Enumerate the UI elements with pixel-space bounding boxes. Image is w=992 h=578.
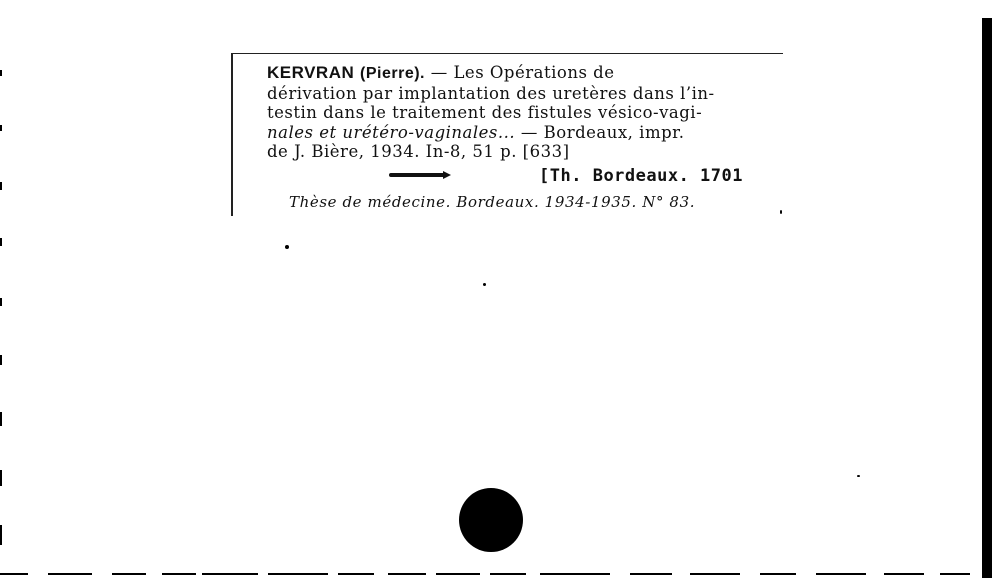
imprint-start: — Bordeaux, impr. <box>515 122 685 142</box>
bottom-edge-mark <box>884 573 924 575</box>
title-start: — Les Opérations de <box>424 63 615 82</box>
entry-line-3: testin dans le traitement des fistules vésico-vagi- <box>267 103 703 122</box>
punch-hole <box>459 488 523 552</box>
bibliographic-entry <box>267 63 743 162</box>
bottom-edge-mark <box>162 573 196 575</box>
left-edge-mark <box>0 525 2 545</box>
speck <box>285 245 289 249</box>
left-edge-mark <box>0 470 2 486</box>
bottom-edge-mark <box>388 573 426 575</box>
entry-line-2: dérivation par implantation des uretères dans l’in- <box>267 83 715 103</box>
speck <box>857 475 860 477</box>
entry-line-1 <box>267 63 743 84</box>
left-edge-mark <box>0 182 2 190</box>
left-edge-mark <box>0 412 2 426</box>
entry-line-4 <box>267 123 743 143</box>
left-edge-mark <box>0 70 2 76</box>
bottom-edge-mark <box>436 573 480 575</box>
bottom-edge-mark <box>816 573 866 575</box>
author-surname: KERVRAN <box>267 63 355 82</box>
left-edge-mark <box>0 355 2 365</box>
bottom-edge-mark <box>690 573 740 575</box>
bottom-edge-mark <box>940 573 970 575</box>
bottom-edge-mark <box>202 573 258 575</box>
bottom-edge-mark <box>0 573 28 575</box>
entry-line-5: de J. Bière, 1934. In-8, 51 p. [633] <box>267 142 570 161</box>
bottom-edge-mark <box>112 573 146 575</box>
bottom-edge-mark <box>490 573 526 575</box>
thesis-note: Thèse de médecine. Bordeaux. 1934-1935. N° 83. <box>289 193 696 211</box>
arrow-mark-icon <box>389 173 445 177</box>
left-edge-mark <box>0 125 2 131</box>
bottom-edge-mark <box>760 573 796 575</box>
speck <box>483 283 486 286</box>
title-end: nales et urétéro-vaginales... <box>267 122 516 142</box>
bottom-edge-mark <box>630 573 672 575</box>
shelfmark-row <box>267 166 743 186</box>
speck <box>780 210 782 214</box>
bottom-edge-mark <box>540 573 610 575</box>
bottom-edge-mark <box>338 573 374 575</box>
bottom-edge-mark <box>268 573 328 575</box>
bottom-edge-mark <box>48 573 92 575</box>
author-given-name: (Pierre). <box>360 65 425 82</box>
left-edge-mark <box>0 298 2 306</box>
shelfmark: [Th. Bordeaux. 1701 <box>539 166 743 186</box>
left-edge-mark <box>0 238 2 246</box>
right-edge-bar <box>982 18 992 578</box>
